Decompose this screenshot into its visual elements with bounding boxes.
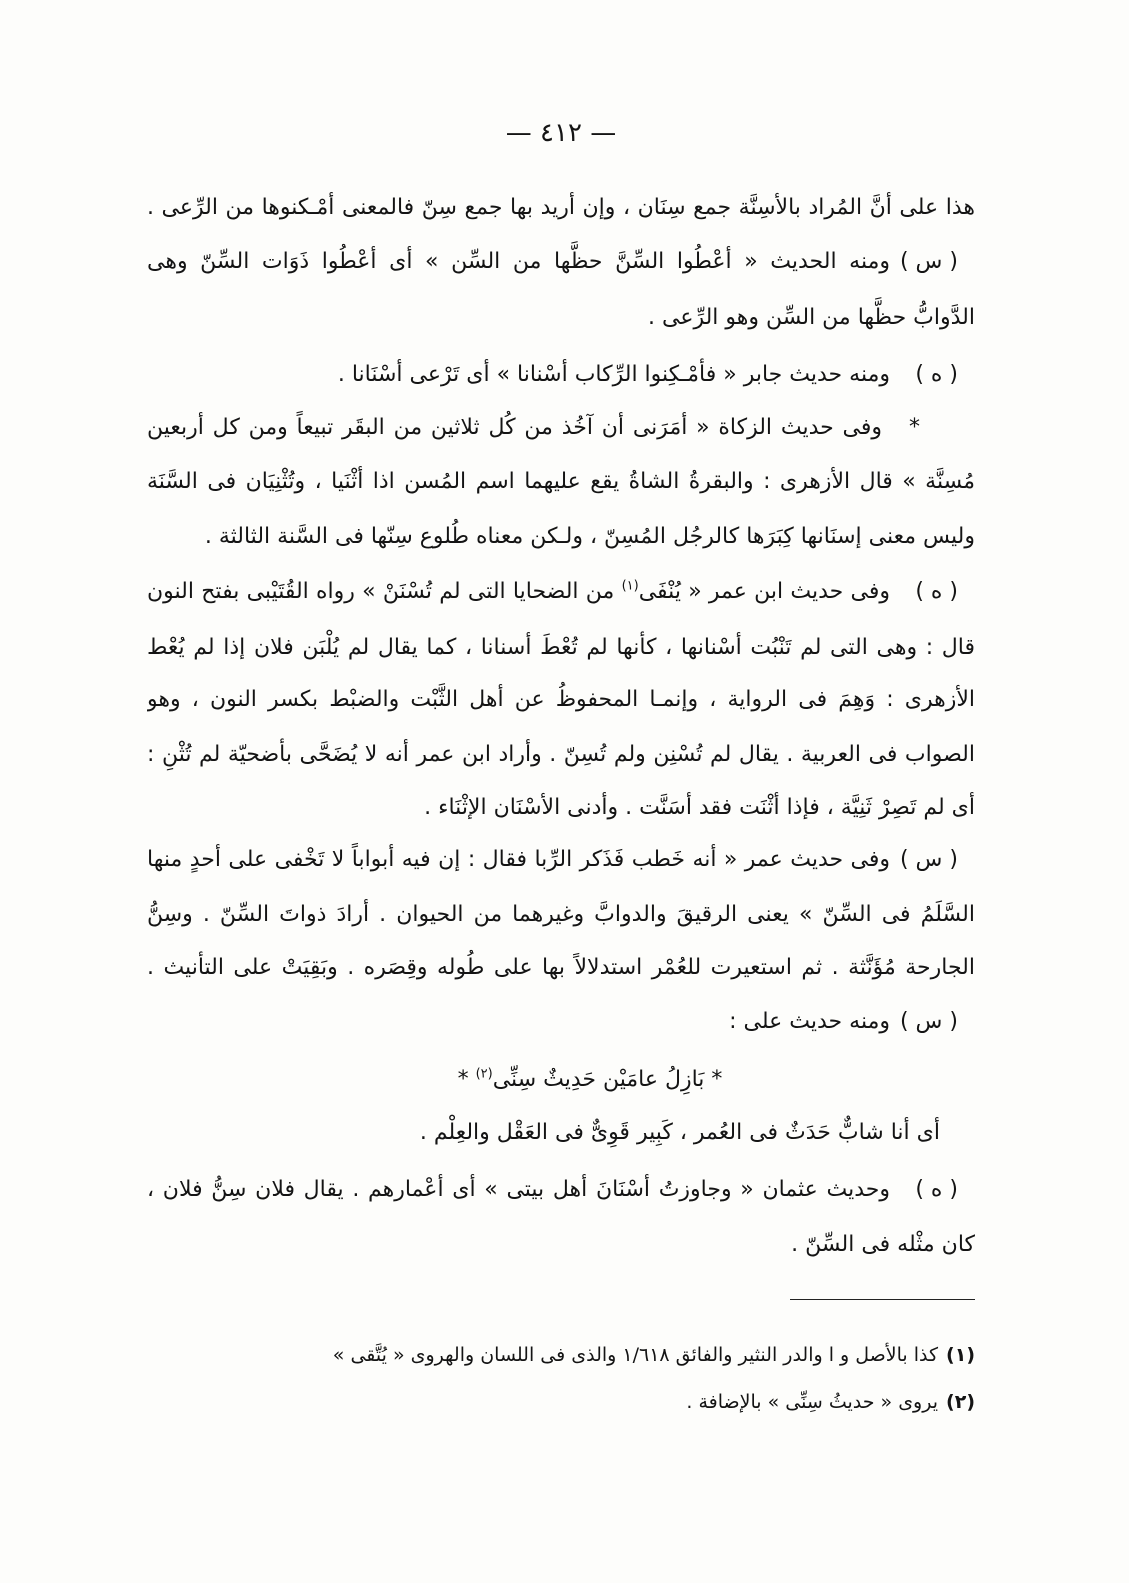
text-segment: وفى حديث ابن عمر « يُنْفَى [638, 579, 890, 604]
body-line: كان مثْله فى السِّنّ . [791, 1232, 975, 1257]
text-segment: * [457, 1067, 476, 1092]
footnote-separator [790, 1299, 975, 1300]
line-text: ومنه حديث على : [729, 1009, 890, 1034]
footnote-ref: (٢) [475, 1066, 493, 1082]
source-marker: ( ه ) [915, 362, 958, 387]
verse-line [380, 1053, 800, 1107]
line-text [147, 565, 890, 619]
body-line [147, 348, 975, 402]
line-text: وفى حديث الزكاة « أمَرَنى أن آخُذ من كُل ثلاثين من البقَر تبيعاً ومن كل أربعين [147, 415, 882, 440]
asterisk-marker: * [909, 415, 920, 440]
line-text: ومنه الحديث « أعْطُوا السِّنَّ حظَّها من السِّن » أى أعْطُوا ذَوَات السِّنّ وهى [147, 249, 890, 274]
body-line [147, 401, 975, 455]
line-text: ومنه حديث جابر « فأمْـكِنوا الرِّكاب أسْنانا » أى تَرْعى أسْنَانا . [337, 362, 890, 387]
body-line [147, 565, 975, 619]
text-segment: * بَازِلُ عامَيْن حَدِيثٌ سِنِّى [492, 1067, 723, 1092]
footnote [200, 1335, 975, 1375]
body-line: أى لم تَصِرْ ثَنِيَّة ، فإذا أثْنَت فقد أسَنَّت . وأدنى الأسْنَان الإثْنَاء . [424, 795, 975, 820]
line-text: وفى حديث عمر « أنه خَطب فَذَكر الرِّبا فقال : إن فيه أبواباً لا تَخْفى على أحدٍ منها [147, 847, 890, 872]
body-line: الدَّوابُّ حظَّها من السِّن وهو الرِّعى . [648, 305, 975, 330]
footnote [200, 1382, 975, 1422]
body-line: مُسِنَّة » قال الأزهرى : والبقرةُ الشاةُ يقع عليهما اسم المُسن اذا أثْنَيا ، وتُثْنِيَان فى السَّنَة [147, 469, 975, 494]
footnote-ref: (١) [621, 578, 639, 594]
source-marker: ( ه ) [915, 579, 958, 604]
body-line: أى أنا شابٌّ حَدَثٌ فى العُمر ، كَبِير قَوِىٌّ فى العَقْل والعِلْم . [419, 1120, 940, 1145]
page-number: — ٤١٢ — [505, 118, 617, 148]
footnote-text: يروى « حديثُ سِنِّى » بالإضافة . [686, 1391, 939, 1413]
body-line: قال : وهى التى لم تَنْبُت أسْنانها ، كأنها لم تُعْطَ أسنانا ، كما يقال لم يُلْبَن فلان إذا لم يُعْط [147, 635, 975, 660]
body-line [147, 1163, 975, 1217]
line-text: وحديث عثمان « وجاوزتُ أسْنَانَ أهل بيتى » أى أعْمارهم . يقال فلان سِنُّ فلان ، [147, 1177, 890, 1202]
body-line: هذا على أنَّ المُراد بالأسِنَّة جمع سِنَان ، وإن أريد بها جمع سِنّ فالمعنى أمْـكنوها من الرِّعى . [147, 195, 975, 220]
footnote-number: (٢) [946, 1391, 975, 1413]
source-marker: ( س ) [899, 249, 958, 274]
source-marker: ( ه ) [915, 1177, 958, 1202]
text-segment: من الضحايا التى لم تُسْنَنْ » رواه القُتَيْبى بفتح النون [147, 579, 615, 604]
footnote-number: (١) [946, 1344, 975, 1366]
body-line: الصواب فى العربية . يقال لم تُسْنِن ولم تُسِنّ . وأراد ابن عمر أنه لا يُضَحَّى بأضحيّة لم تُثْنِ : [147, 742, 975, 767]
body-line [147, 833, 975, 887]
source-marker: ( س ) [899, 1009, 958, 1034]
body-line [147, 235, 975, 289]
footnote-text: كذا بالأصل و ا والدر النثير والفائق ١/٦١٨ والذى فى اللسان والهروى « يُتَّقى » [332, 1344, 939, 1366]
source-marker: ( س ) [899, 847, 958, 872]
body-line: الأزهرى : وَهِمَ فى الرواية ، وإنمـا المحفوظُ عن أهل الثَّبْت والضبْط بكسر النون ، وهو [147, 687, 975, 712]
body-line: وليس معنى إسنَانها كِبَرَها كالرجُل المُسِنّ ، ولـكن معناه طُلوع سِنّها فى السَّنة الثالثة . [204, 524, 975, 549]
body-line [147, 995, 975, 1049]
body-line: السَّلَمُ فى السِّنّ » يعنى الرقيقَ والدوابَّ وغيرهما من الحيوان . أرادَ ذواتَ السِّنّ . وسِنُّ [147, 902, 975, 927]
body-line: الجارحة مُؤَنَّثة . ثم استعيرت للعُمْر استدلالاً بها على طُوله وقِصَره . وبَقِيَتْ على التأنيث . [147, 955, 975, 980]
